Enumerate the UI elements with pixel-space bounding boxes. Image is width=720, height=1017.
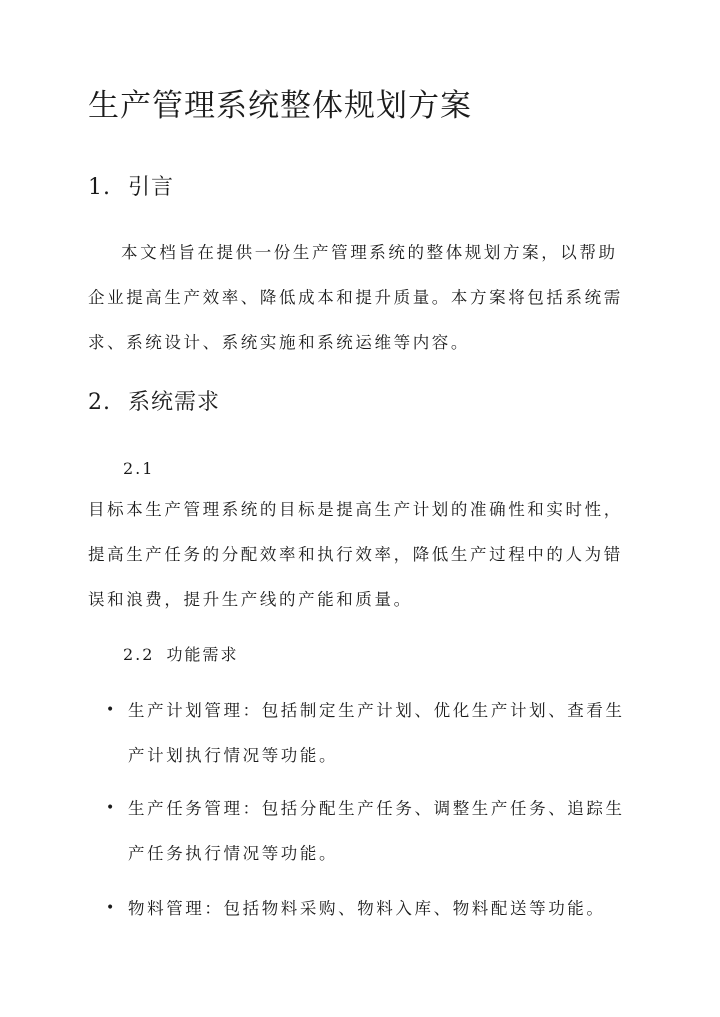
section-number: 2. <box>88 390 111 415</box>
list-item-text: 生产任务管理：包括分配生产任务、调整生产任务、追踪生产任务执行情况等功能。 <box>128 799 625 863</box>
subsection-heading-text: 功能需求 <box>166 645 239 664</box>
objective-paragraph: 目标本生产管理系统的目标是提高生产计划的准确性和实时性，提高生产任务的分配效率和执行效率，降低生产过程中的人为错误和浪费，提升生产线的产能和质量。 <box>88 500 623 609</box>
list-item <box>106 786 636 876</box>
subsection-heading-2-1 <box>123 457 166 481</box>
section-heading-text: 系统需求 <box>128 390 221 415</box>
list-item <box>106 886 636 931</box>
bullet-icon: • <box>106 900 117 916</box>
document-title: 生产管理系统整体规划方案 <box>88 88 472 124</box>
list-item-text: 生产计划管理：包括制定生产计划、优化生产计划、查看生产计划执行情况等功能。 <box>128 701 625 765</box>
list-item <box>106 688 636 778</box>
section-heading-requirements <box>88 388 220 418</box>
bullet-icon: • <box>106 702 117 718</box>
intro-paragraph: 本文档旨在提供一份生产管理系统的整体规划方案，以帮助企业提高生产效率、降低成本和提升质量。本方案将包括系统需求、系统设计、系统实施和系统运维等内容。 <box>88 243 623 352</box>
list-item-text: 物料管理：包括物料采购、物料入库、物料配送等功能。 <box>128 899 606 918</box>
section-heading-text: 引言 <box>128 175 175 200</box>
bullet-icon: • <box>106 800 117 816</box>
section-number: 1. <box>88 175 111 200</box>
subsection-number: 2.2 <box>123 645 155 664</box>
subsection-heading-2-2 <box>123 643 238 667</box>
subsection-number: 2.1 <box>123 459 155 478</box>
section-heading-intro <box>88 173 174 203</box>
